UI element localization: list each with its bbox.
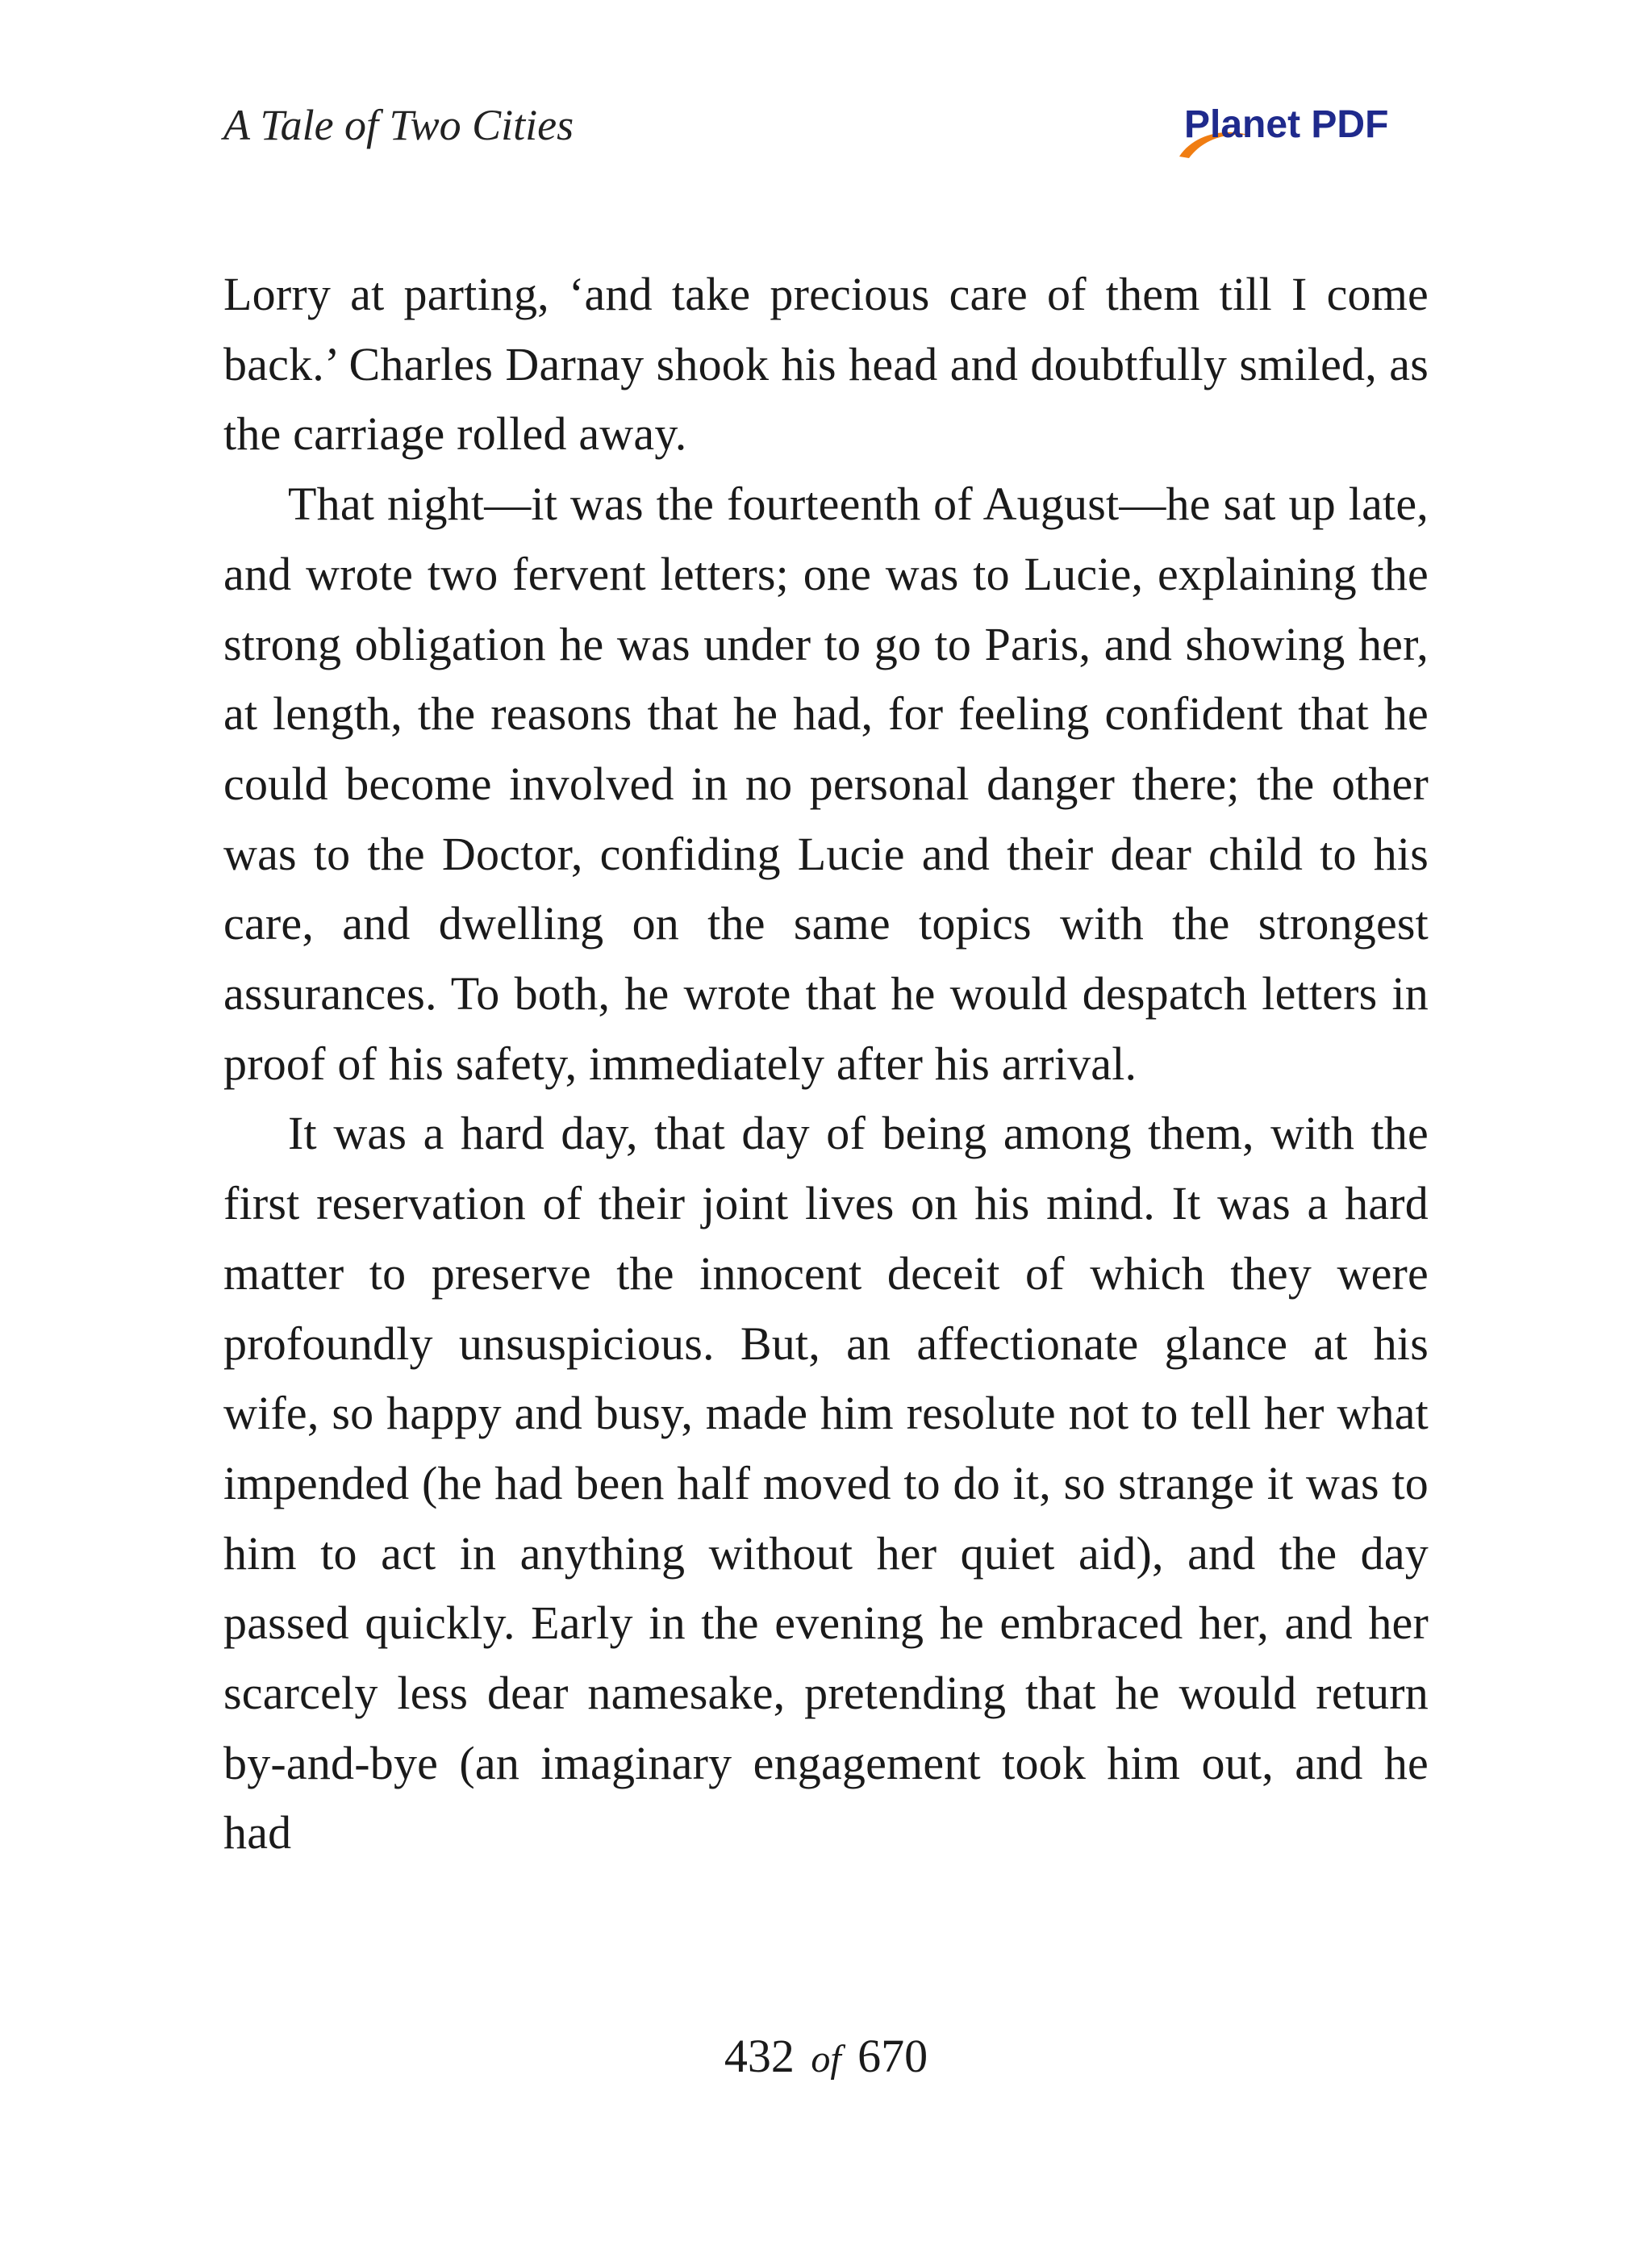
book-title: A Tale of Two Cities: [223, 101, 574, 149]
paragraph-3: It was a hard day, that day of being among them, with the first reservation of their joint lives on his mind. It was a hard matter to preserve the innocent deceit of which they were profoundly unsuspicious. But, an affectionate glance at his wife, so happy and busy, made him resolute not to tell her what impended (he had been half moved to do it, so strange it was to him to act in anything without her quiet aid), and the day passed quickly. Early in the evening he embraced her, and her scarcely less dear namesake, pretending that he would return by-and-bye (an imaginary engagement took him out, and he had: [223, 1107, 1429, 1860]
total-pages: 670: [857, 2030, 928, 2082]
chapter-body: [223, 260, 1429, 1868]
paragraph-1: Lorry at parting, ‘and take precious care of them till I come back.’ Charles Darnay shook his head and doubtfully smiled, as the carriage rolled away.: [223, 268, 1429, 461]
logo-text: Planet PDF: [1184, 103, 1389, 146]
page-number: [0, 2030, 1652, 2082]
paragraph-2: That night—it was the fourteenth of August—he sat up late, and wrote two fervent letters; one was to Lucie, explaining the strong obligation he was under to go to Paris, and showing her, at length, the reasons that he had, for feeling confident that he could become involved in no personal danger there; the other was to the Doctor, confiding Lucie and their dear child to his care, and dwelling on the same topics with the strongest assurances. To both, he wrote that he would despatch letters in proof of his safety, immediately after his arrival.: [223, 478, 1429, 1090]
planet-pdf-logo: [1162, 103, 1436, 168]
current-page: 432: [724, 2030, 795, 2082]
page-of-word: of: [811, 2038, 841, 2081]
